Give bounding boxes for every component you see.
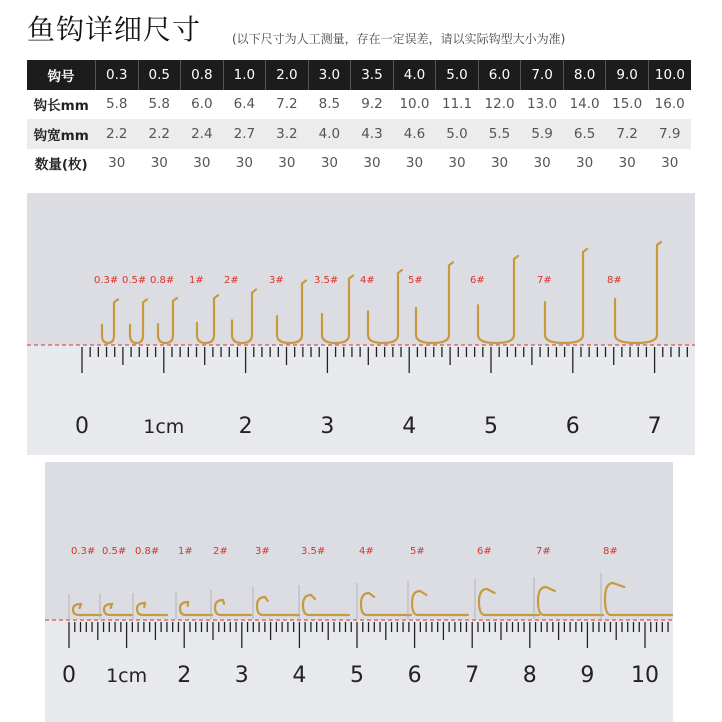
hook-size-label: 0.8# [135, 546, 160, 557]
table-cell: 6.4 [233, 96, 256, 113]
hook-size-label: 4# [359, 546, 374, 557]
ruler-label: 5 [484, 414, 498, 439]
table-header-cell: 3.5 [351, 60, 394, 90]
hook-size-label: 7# [536, 546, 551, 557]
ruler-label: 10 [631, 663, 659, 688]
table-cell: 14.0 [569, 96, 600, 113]
ruler-label: 4 [292, 663, 307, 688]
measurement-note: (以下尺寸为人工测量，存在一定误差，请以实际钩型大小为准) [232, 32, 566, 46]
table-cell: 30 [533, 155, 551, 172]
ruler-label: 6 [407, 663, 422, 688]
ruler-label: 3 [320, 414, 335, 439]
table-row [27, 119, 691, 149]
hook-size-label: 2# [213, 546, 228, 557]
hook-size-label: 3# [269, 275, 284, 286]
table-cell: 13.0 [527, 96, 558, 113]
size-table [27, 60, 691, 178]
table-cell: 30 [661, 155, 679, 172]
table-cell: 4.3 [351, 119, 394, 149]
hook-size-label: 1# [178, 546, 193, 557]
table-cell: 4.0 [308, 119, 351, 149]
hook-size-label: 2# [224, 275, 239, 286]
table-cell: 8.5 [318, 96, 341, 113]
table-cell: 2.2 [96, 119, 139, 149]
table-cell: 30 [576, 155, 594, 172]
table-header-cell: 0.3 [96, 60, 139, 90]
table-header-cell: 2.0 [266, 60, 309, 90]
table-cell: 15.0 [612, 96, 643, 113]
ruler-label: 4 [402, 414, 417, 439]
table-cell: 2.4 [181, 119, 224, 149]
table-cell: 4.6 [393, 119, 436, 149]
hook-size-label: 6# [477, 546, 492, 557]
table-cell: 7.2 [276, 96, 298, 113]
table-cell: 3.2 [266, 119, 309, 149]
table-header-cell: 4.0 [393, 60, 436, 90]
hook-size-label: 6# [470, 275, 485, 286]
page-title: 鱼钩详细尺寸 [27, 13, 202, 46]
hook-size-label: 0.3# [94, 275, 119, 286]
table-header-label: 钩号 [27, 60, 96, 90]
hook-size-label: 8# [607, 275, 622, 286]
table-header-cell: 10.0 [648, 60, 691, 90]
hook-size-label: 0.5# [122, 275, 147, 286]
table-cell: 30 [150, 155, 168, 172]
hook-size-label: 3.5# [314, 275, 339, 286]
table-cell: 9.2 [361, 96, 383, 113]
table-header-cell: 5.0 [436, 60, 479, 90]
hook-size-label: 0.3# [71, 546, 96, 557]
table-cell: 5.8 [148, 96, 171, 113]
table-cell: 5.8 [106, 96, 128, 113]
ruler-label: 3 [234, 663, 249, 688]
hooks-photo-side [45, 462, 673, 722]
table-cell: 2.7 [223, 119, 266, 149]
table-header-cell: 0.8 [181, 60, 224, 90]
hook-size-label: 4# [360, 275, 375, 286]
ruler-label: 7 [465, 663, 480, 688]
table-cell: 30 [193, 155, 211, 172]
row-label: 数量(枚) [34, 157, 88, 174]
ruler-body [27, 345, 695, 455]
table-cell: 30 [108, 155, 126, 172]
table-row [27, 149, 691, 179]
table-cell: 12.0 [484, 96, 515, 113]
table-cell: 30 [405, 155, 424, 172]
table-cell: 30 [490, 155, 509, 172]
ruler-label: 1cm [106, 665, 148, 687]
table-cell: 5.0 [436, 119, 479, 149]
table-header-cell: 9.0 [606, 60, 649, 90]
hook-size-label: 3.5# [301, 546, 326, 557]
table-header-cell: 7.0 [521, 60, 564, 90]
table-cell: 11.1 [441, 96, 473, 113]
table-cell: 6.5 [563, 119, 606, 149]
hook-size-label: 8# [603, 546, 618, 557]
table-cell: 10.0 [399, 96, 430, 113]
table-cell: 30 [448, 155, 466, 172]
hook-size-label: 0.8# [150, 275, 175, 286]
hook-size-label: 3# [255, 546, 270, 557]
table-cell: 5.9 [521, 119, 564, 149]
table-cell: 6.0 [191, 96, 213, 113]
table-cell: 5.5 [478, 119, 521, 149]
table-cell: 30 [363, 155, 381, 172]
table-cell: 7.2 [606, 119, 649, 149]
ruler-label: 6 [565, 414, 580, 439]
ruler-label: 0 [75, 414, 89, 439]
table-cell: 16.0 [654, 96, 685, 113]
hook-size-label: 5# [408, 275, 423, 286]
row-label: 钩宽mm [27, 119, 96, 149]
row-label: 钩长mm [33, 98, 89, 115]
table-cell: 7.9 [648, 119, 691, 149]
hook-size-label: 7# [537, 275, 552, 286]
ruler-label: 1cm [143, 416, 185, 438]
ruler-label: 5 [350, 663, 364, 688]
hook-size-label: 0.5# [102, 546, 127, 557]
table-cell: 30 [320, 155, 339, 172]
hooks-photo-upright [27, 193, 695, 455]
table-cell: 30 [235, 155, 253, 172]
table-header-cell: 6.0 [478, 60, 521, 90]
table-header-cell: 3.0 [308, 60, 351, 90]
table-header-cell: 8.0 [563, 60, 606, 90]
hook-size-label: 5# [410, 546, 425, 557]
ruler-label: 8 [522, 663, 537, 688]
table-cell: 2.2 [138, 119, 181, 149]
ruler-label: 7 [647, 414, 662, 439]
table-header-cell: 0.5 [138, 60, 181, 90]
table-cell: 30 [618, 155, 636, 172]
ruler-label: 9 [580, 663, 595, 688]
hook-size-label: 1# [189, 275, 204, 286]
ruler-label: 2 [177, 663, 192, 688]
table-row [27, 90, 691, 120]
table-header-cell: 1.0 [223, 60, 266, 90]
ruler-label: 2 [238, 414, 253, 439]
table-cell: 30 [278, 155, 296, 172]
ruler-label: 0 [62, 663, 76, 688]
